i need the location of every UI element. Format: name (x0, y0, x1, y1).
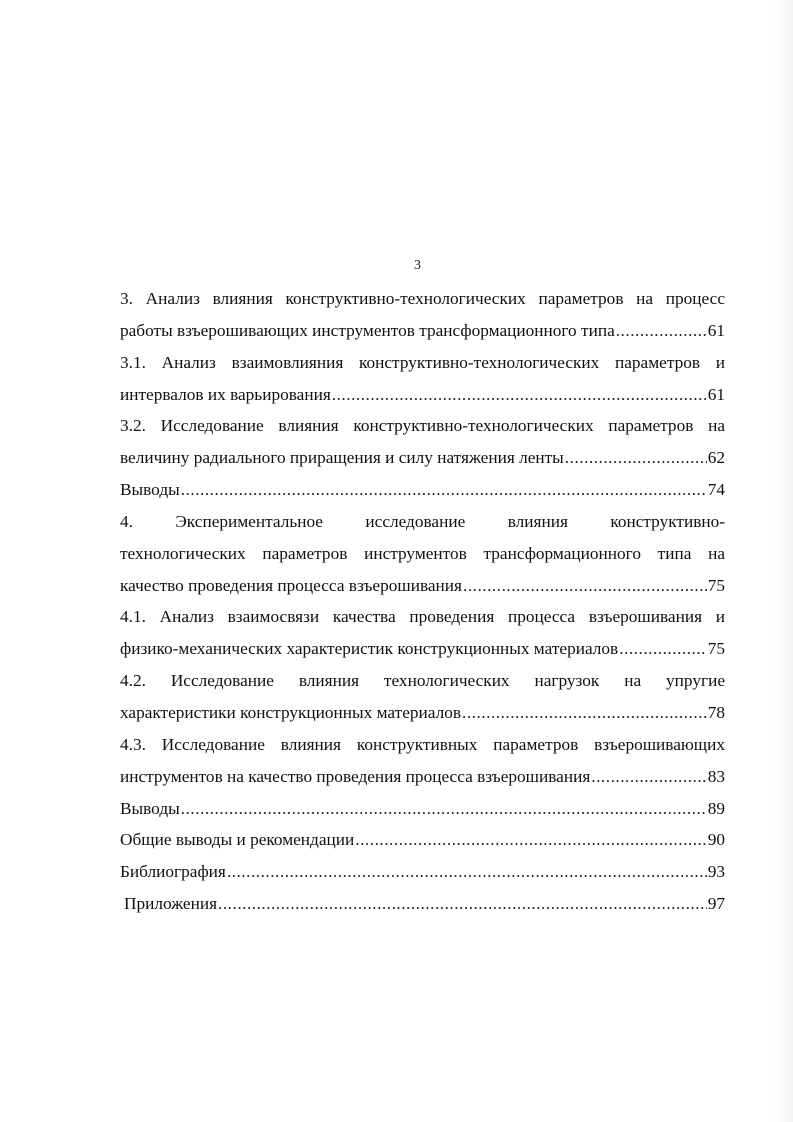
toc-entry-4[interactable] (120, 506, 725, 602)
toc-page-number: 62 (707, 448, 725, 468)
toc-entry-title: Выводы (120, 480, 180, 500)
toc-entry-4-3[interactable] (120, 729, 725, 793)
toc-page-number: 97 (707, 894, 725, 914)
toc-entry-conclusions-4[interactable] (120, 793, 725, 825)
toc-entry-title: физико-механических характеристик конструкционных материалов (120, 639, 619, 659)
toc-line (120, 347, 725, 379)
toc-page-number: 75 (707, 639, 725, 659)
dot-leader (463, 570, 707, 602)
dot-leader (565, 442, 707, 474)
toc-line (120, 793, 725, 825)
toc-page-number: 78 (707, 702, 725, 722)
toc-entry-title: качество проведения процесса взъерошивания (120, 575, 462, 595)
toc-entry-title: работы взъерошивающих инструментов трансформационного типа (120, 320, 615, 340)
dot-leader (462, 697, 707, 729)
dot-leader (218, 888, 707, 920)
dot-leader (181, 474, 707, 506)
dot-leader (619, 633, 707, 665)
toc-page-number: 61 (707, 320, 725, 340)
toc-entry-title: интервалов их варьирования (120, 384, 331, 404)
toc-line (120, 601, 725, 633)
toc-line (120, 442, 725, 474)
dot-leader (332, 379, 707, 411)
dot-leader (355, 824, 706, 856)
toc-entry-title: 4.2. Исследование влияния технологических нагрузок на упругие (120, 671, 725, 691)
toc-line (120, 315, 725, 347)
toc-line (120, 761, 725, 793)
toc-page-number: 90 (707, 830, 725, 850)
toc-line (120, 665, 725, 697)
toc-line (120, 856, 725, 888)
toc-entry-bibliography[interactable] (120, 856, 725, 888)
dot-leader (181, 793, 707, 825)
toc-entry-appendices[interactable] (120, 888, 725, 920)
toc-line (120, 729, 725, 761)
toc-page-number: 74 (707, 480, 725, 500)
toc-entry-title: 3. Анализ влияния конструктивно-технологических параметров на процесс (120, 289, 725, 308)
toc-line (120, 283, 725, 315)
toc-entry-title: 4. Экспериментальное исследование влияния конструктивно- (120, 511, 725, 531)
page-number: 3 (414, 258, 421, 273)
toc-entry-title: 4.1. Анализ взаимосвязи качества проведения процесса взъерошивания и (120, 607, 725, 627)
toc-entry-title: величину радиального приращения и силу натяжения ленты (120, 448, 564, 468)
toc-line (120, 888, 725, 920)
toc-line (120, 379, 725, 411)
toc-entry-title: 3.2. Исследование влияния конструктивно-технологических параметров на (120, 416, 725, 436)
toc-entry-general-conclusions[interactable] (120, 824, 725, 856)
toc-line (120, 474, 725, 506)
toc-entry-title: Приложения (124, 894, 218, 914)
toc-page-number: 89 (707, 798, 725, 818)
toc-line (120, 506, 725, 538)
toc-entry-title: Библиография (120, 862, 226, 882)
toc-entry-title: характеристики конструкционных материалов (120, 702, 461, 722)
dot-leader (616, 315, 707, 347)
toc-page-number: 61 (707, 384, 725, 404)
toc-entry-4-2[interactable] (120, 665, 725, 729)
toc-line (120, 410, 725, 442)
toc-entry-title: Общие выводы и рекомендации (120, 830, 355, 850)
dot-leader (227, 856, 707, 888)
toc-line (120, 633, 725, 665)
toc-entry-title: 4.3. Исследование влияния конструктивных параметров взъерошивающих (120, 734, 725, 754)
toc-entry-title: Выводы (120, 798, 180, 818)
toc-page-number: 93 (707, 862, 725, 882)
toc-entry-4-1[interactable] (120, 601, 725, 665)
scan-edge-shadow (771, 0, 793, 1122)
toc-line (120, 697, 725, 729)
toc-entry-3-2[interactable] (120, 410, 725, 474)
toc-entry-conclusions-3[interactable] (120, 474, 725, 506)
toc-entry-title: инструментов на качество проведения процесса взъерошивания (120, 766, 591, 786)
toc-entry-3-1[interactable] (120, 347, 725, 411)
toc-line (120, 570, 725, 602)
toc-entry-title: технологических параметров инструментов трансформационного типа на (120, 543, 725, 563)
toc-page-number: 83 (707, 766, 725, 786)
table-of-contents (120, 283, 725, 920)
toc-line (120, 538, 725, 570)
toc-page-number: 75 (707, 575, 725, 595)
dot-leader (591, 761, 706, 793)
toc-entry-title: 3.1. Анализ взаимовлияния конструктивно-технологических параметров и (120, 352, 725, 372)
toc-line (120, 824, 725, 856)
toc-entry-3[interactable] (120, 283, 725, 347)
